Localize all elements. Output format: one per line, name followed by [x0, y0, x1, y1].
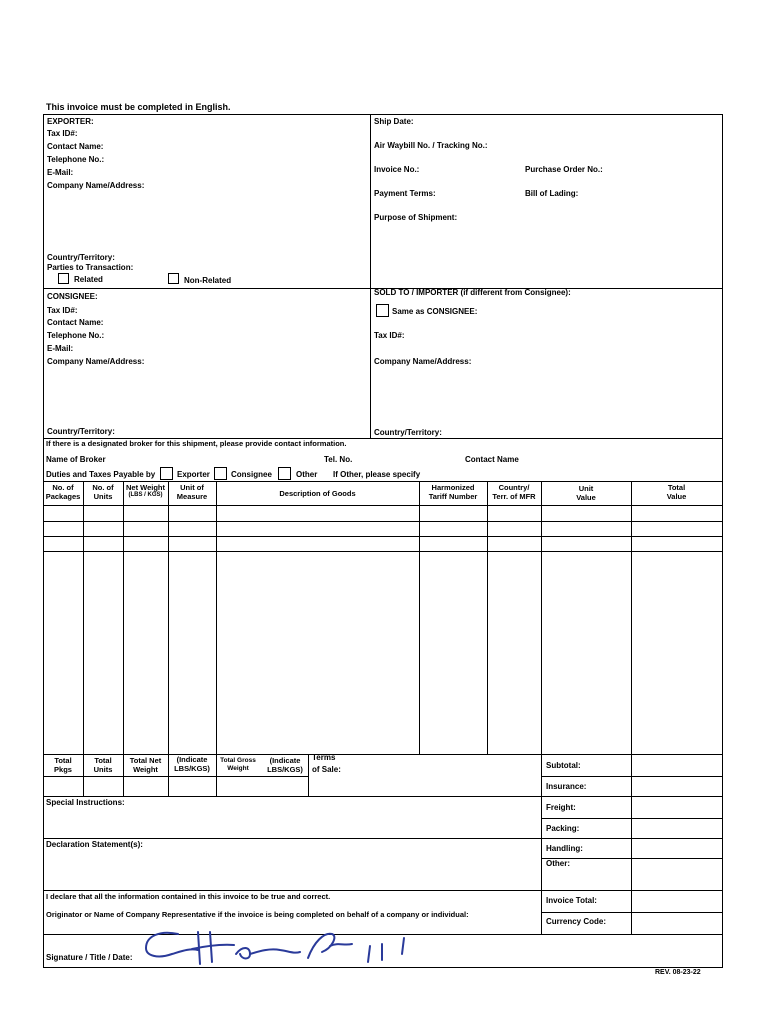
- exporter-tax-id-label: Tax ID#:: [47, 129, 78, 138]
- terms-label: Terms: [312, 753, 336, 762]
- sold-to-country-label: Country/Territory:: [374, 428, 442, 437]
- col-packages-header: No. of Packages: [45, 483, 81, 501]
- consignee-telephone-label: Telephone No.:: [47, 331, 105, 340]
- exporter-email-label: E-Mail:: [47, 168, 74, 177]
- col-net-weight-header: Net Weight (LBS / KGS): [125, 483, 166, 498]
- non-related-checkbox[interactable]: [168, 273, 179, 284]
- total-units-label: Total Units: [93, 756, 113, 774]
- goods-row-3[interactable]: [44, 537, 722, 550]
- if-other-label: If Other, please specify: [333, 470, 421, 479]
- col-unit-measure-header: Unit of Measure: [176, 483, 208, 501]
- waybill-label: Air Waybill No. / Tracking No.:: [374, 141, 488, 150]
- declaration-label: Declaration Statement(s):: [46, 840, 143, 849]
- duties-consignee-checkbox[interactable]: [214, 467, 227, 480]
- revision-label: REV. 08-23-22: [655, 969, 701, 976]
- freight-label: Freight:: [546, 803, 576, 812]
- goods-row-1[interactable]: [44, 506, 722, 520]
- bill-of-lading-label: Bill of Lading:: [525, 189, 579, 198]
- consignee-contact-label: Contact Name:: [47, 318, 104, 327]
- packing-label: Packing:: [546, 824, 580, 833]
- sold-to-tax-id-label: Tax ID#:: [374, 331, 405, 340]
- broker-notice: If there is a designated broker for this shipment, please provide contact information.: [46, 439, 347, 448]
- certify-statement: I declare that all the information contained in this invoice to be true and correct.: [46, 892, 331, 901]
- currency-code-label: Currency Code:: [546, 917, 607, 926]
- purchase-order-label: Purchase Order No.:: [525, 165, 603, 174]
- col-units-header: No. of Units: [92, 483, 114, 501]
- invoice-notice: This invoice must be completed in English.: [46, 102, 231, 112]
- parties-label: Parties to Transaction:: [47, 263, 134, 272]
- col-unit-value-header: Unit Value: [576, 484, 596, 502]
- exporter-country-label: Country/Territory:: [47, 253, 115, 262]
- of-sale-label: of Sale:: [312, 765, 341, 774]
- exporter-contact-label: Contact Name:: [47, 142, 104, 151]
- exporter-telephone-label: Telephone No.:: [47, 155, 105, 164]
- handwritten-signature: [138, 924, 438, 972]
- same-as-consignee-label: Same as CONSIGNEE:: [392, 307, 478, 316]
- total-gross-weight-label: Total Gross Weight: [220, 757, 256, 772]
- related-checkbox[interactable]: [58, 273, 69, 284]
- invoice-total-label: Invoice Total:: [546, 896, 597, 905]
- goods-row-2[interactable]: [44, 522, 722, 535]
- duties-consignee-label: Consignee: [231, 470, 272, 479]
- duties-label: Duties and Taxes Payable by: [46, 470, 156, 479]
- consignee-title: CONSIGNEE:: [47, 292, 98, 301]
- consignee-country-label: Country/Territory:: [47, 427, 115, 436]
- consignee-company-label: Company Name/Address:: [47, 357, 145, 366]
- duties-other-label: Other: [296, 470, 318, 479]
- col-total-value-header: Total Value: [666, 483, 687, 501]
- consignee-tax-id-label: Tax ID#:: [47, 306, 78, 315]
- insurance-label: Insurance:: [546, 782, 587, 791]
- purpose-label: Purpose of Shipment:: [374, 213, 458, 222]
- indicate-net-label: (Indicate LBS/KGS): [174, 755, 210, 773]
- subtotal-label: Subtotal:: [546, 761, 581, 770]
- sold-to-company-label: Company Name/Address:: [374, 357, 472, 366]
- originator-label: Originator or Name of Company Representative if the invoice is being completed on behalf of a company or individual:: [46, 910, 469, 919]
- signature-label: Signature / Title / Date:: [46, 953, 133, 962]
- other-charges-label: Other:: [546, 859, 570, 868]
- broker-tel-label: Tel. No.: [324, 455, 353, 464]
- exporter-title: EXPORTER:: [47, 117, 94, 126]
- col-tariff-header: Harmonized Tariff Number: [428, 483, 478, 501]
- broker-name-label: Name of Broker: [46, 455, 106, 464]
- related-label: Related: [74, 275, 103, 284]
- col-description-header: Description of Goods: [279, 489, 356, 498]
- duties-other-checkbox[interactable]: [278, 467, 291, 480]
- non-related-label: Non-Related: [184, 276, 232, 285]
- handling-label: Handling:: [546, 844, 583, 853]
- exporter-company-label: Company Name/Address:: [47, 181, 145, 190]
- ship-date-label: Ship Date:: [374, 117, 414, 126]
- payment-terms-label: Payment Terms:: [374, 189, 436, 198]
- broker-contact-label: Contact Name: [465, 455, 519, 464]
- duties-exporter-label: Exporter: [177, 470, 210, 479]
- special-instructions-label: Special Instructions:: [46, 798, 125, 807]
- total-pkgs-label: Total Pkgs: [54, 756, 72, 774]
- duties-exporter-checkbox[interactable]: [160, 467, 173, 480]
- invoice-no-label: Invoice No.:: [374, 165, 420, 174]
- sold-to-title: SOLD TO / IMPORTER (if different from Consignee):: [374, 288, 571, 297]
- indicate-gross-label: (Indicate LBS/KGS): [267, 756, 303, 774]
- same-as-consignee-checkbox[interactable]: [376, 304, 389, 317]
- consignee-email-label: E-Mail:: [47, 344, 74, 353]
- total-net-weight-label: Total Net Weight: [129, 756, 162, 774]
- col-country-header: Country/ Terr. of MFR: [492, 483, 536, 501]
